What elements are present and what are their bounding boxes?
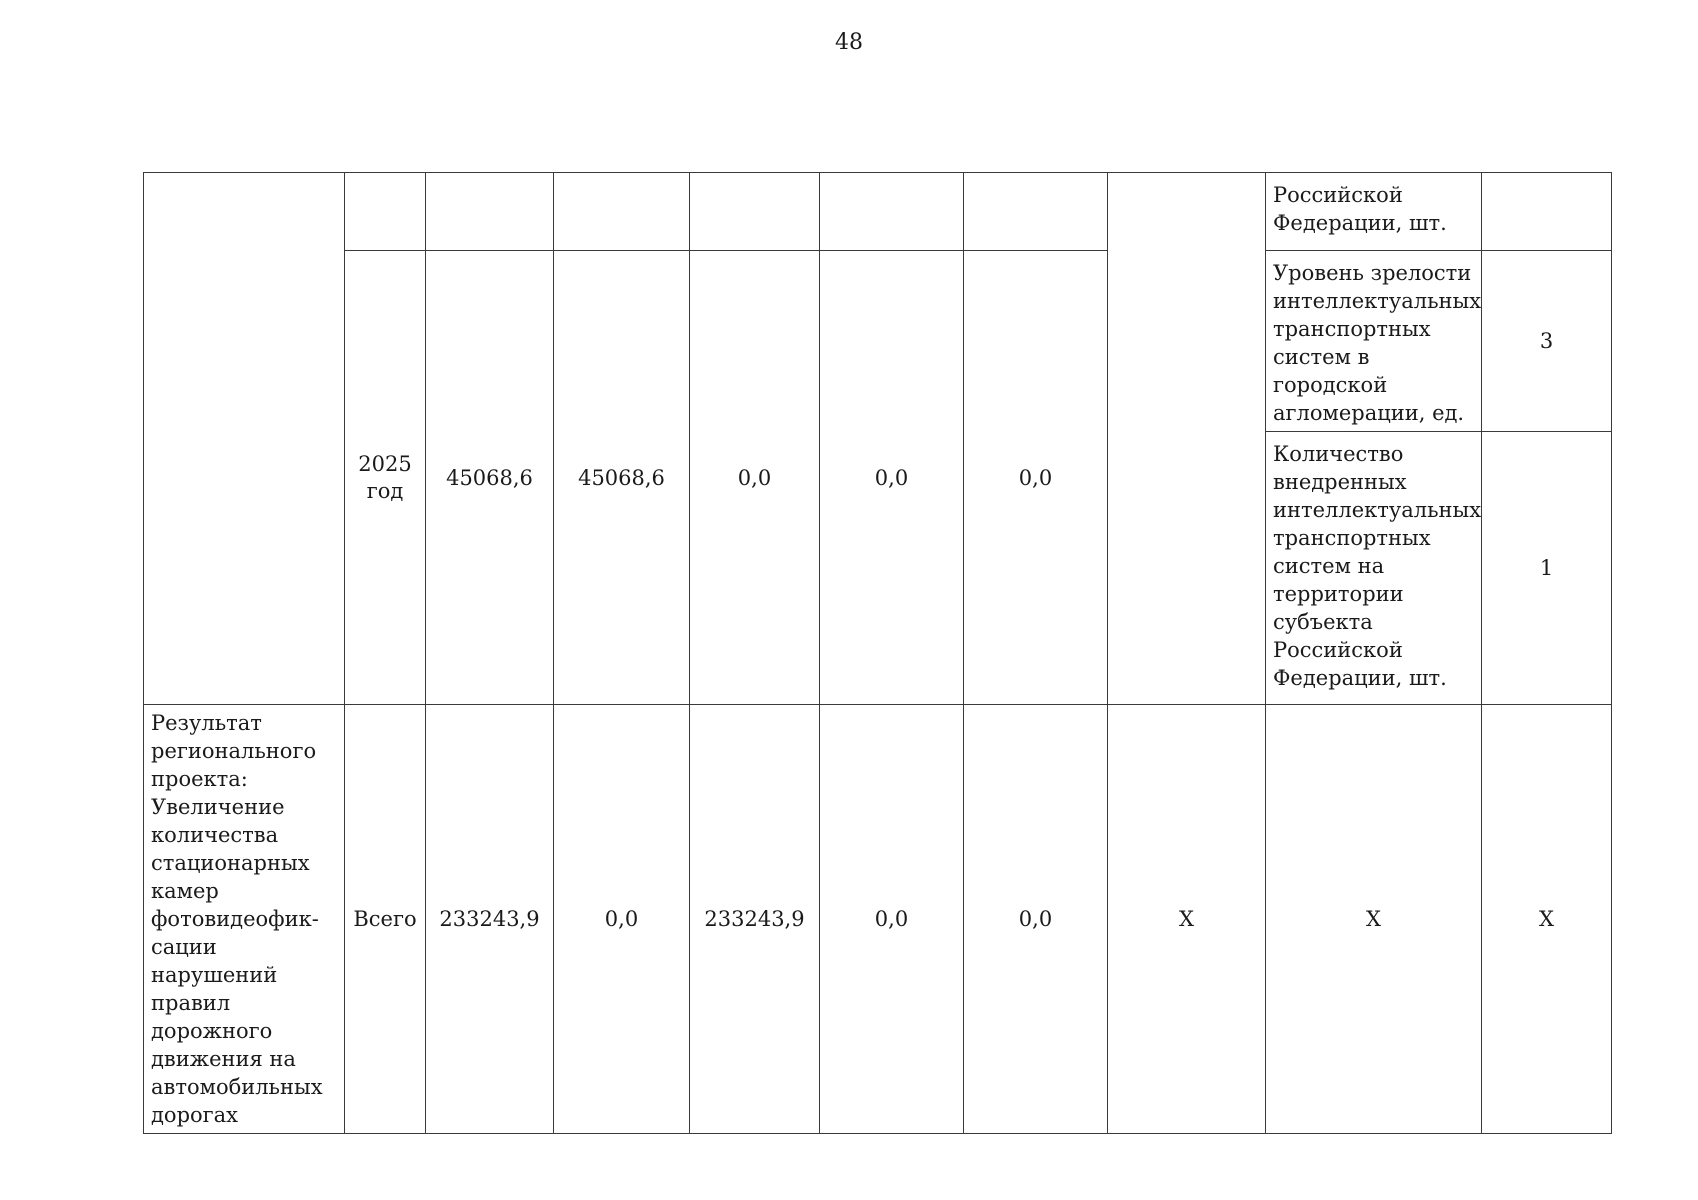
amount-cell: 0,0: [964, 705, 1108, 1134]
amount-cell: 0,0: [964, 251, 1108, 705]
table-cell: [345, 173, 426, 251]
amount-cell: 0,0: [820, 251, 964, 705]
amount-cell: 0,0: [820, 705, 964, 1134]
amount-cell: 0,0: [554, 705, 690, 1134]
page-number: 48: [835, 30, 863, 55]
value-cell: 1: [1482, 432, 1612, 705]
amount-cell: 45068,6: [554, 251, 690, 705]
table-row: [144, 705, 1612, 1134]
amount-cell: 0,0: [690, 251, 820, 705]
indicator-cell: Российской Федерации, шт.: [1266, 173, 1482, 251]
table-row: [144, 251, 1612, 432]
budget-table: [143, 172, 1612, 1134]
value-cell: [1482, 173, 1612, 251]
table-cell: [554, 173, 690, 251]
period-cell: Всего: [345, 705, 426, 1134]
total-cell: 233243,9: [426, 705, 554, 1134]
amount-cell: 233243,9: [690, 705, 820, 1134]
indicator-cell: X: [1266, 705, 1482, 1134]
table-cell: [964, 173, 1108, 251]
table-cell: [690, 173, 820, 251]
table-row: [144, 173, 1612, 251]
executor-cell: X: [1108, 705, 1266, 1134]
value-cell: 3: [1482, 251, 1612, 432]
value-cell: X: [1482, 705, 1612, 1134]
table-cell: [820, 173, 964, 251]
indicator-cell: Количество внедренных интеллектуальных транспортных систем на территории субъекта Российской Федерации, шт.: [1266, 432, 1482, 705]
period-cell: 2025 год: [345, 251, 426, 705]
table-cell: [426, 173, 554, 251]
name-cell-empty: [144, 173, 345, 705]
indicator-cell: Уровень зрелости интеллектуальных транспортных систем в городской агломерации, ед.: [1266, 251, 1482, 432]
result-name-cell: Результат регионального проекта: Увеличение количества стационарных камер фотовидеофик-сации нарушений правил дорожного движения на автомобильных дорогах: [144, 705, 345, 1134]
total-cell: 45068,6: [426, 251, 554, 705]
executor-cell-empty: [1108, 173, 1266, 705]
